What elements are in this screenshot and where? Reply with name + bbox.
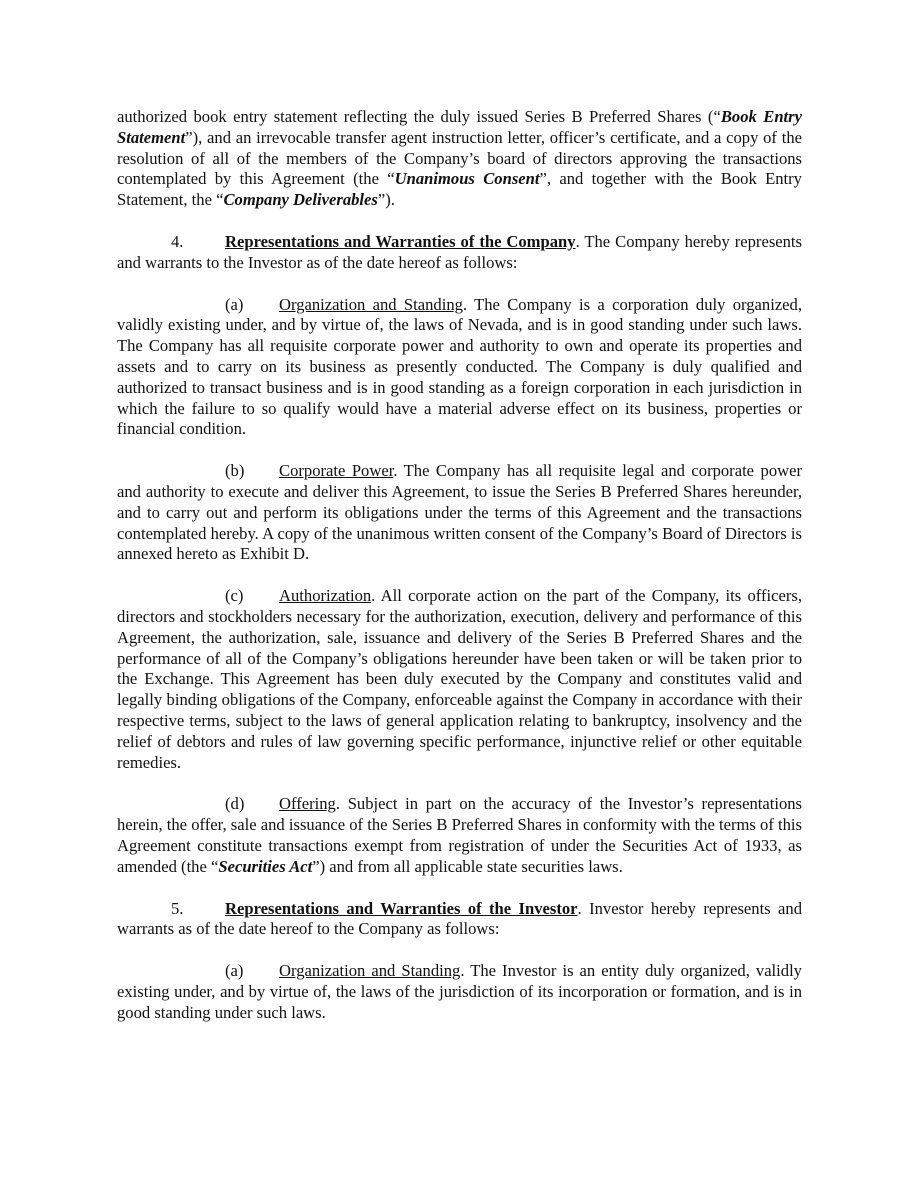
section-5-text: . Investor hereby represents and warrants as of the date hereof to the Company as follows: <box>117 898 802 939</box>
defined-term-company-deliverables: Company Deliverables <box>223 190 378 210</box>
section-4a-title: Organization and Standing <box>279 294 463 314</box>
section-4-heading-paragraph <box>117 232 802 274</box>
defined-term-securities-act: Securities Act <box>218 856 313 876</box>
section-4c-number: (c) <box>225 586 244 606</box>
intro-text-2: ”), and an irrevocable transfer agent instruction letter, officer’s certificate, and a copy of the resolution of all of the members of the Company’s board of directors approving the transactions contemplated by this Agreement (the “ <box>117 127 802 189</box>
section-4d-title: Offering <box>279 794 336 814</box>
section-4c-title: Authorization <box>279 586 372 606</box>
section-4-number: 4. <box>171 231 184 251</box>
section-5a-title: Organization and Standing <box>279 961 461 981</box>
section-4b-title: Corporate Power <box>279 461 394 481</box>
defined-term-unanimous-consent: Unanimous Consent <box>394 169 540 189</box>
section-4-title: Representations and Warranties of the Company <box>225 231 576 251</box>
section-4-text: . The Company hereby represents and warrants to the Investor as of the date hereof as follows: <box>117 231 803 272</box>
section-4d-number: (d) <box>225 794 245 814</box>
section-4d-text-1: . Subject in part on the accuracy of the Investor’s representations herein, the offer, sale and issuance of the Series B Preferred Shares in conformity with the terms of this Agreement constitute transactions exempt from registration of under the Securities Act of 1933, as amended (the “ <box>117 794 802 876</box>
section-4c-paragraph <box>117 586 802 773</box>
section-5-title: Representations and Warranties of the Investor <box>225 898 578 918</box>
section-5a-paragraph <box>117 961 802 1023</box>
defined-term-book-entry-statement: Book Entry Statement <box>117 107 802 147</box>
section-4d-paragraph <box>117 794 802 877</box>
section-4c-text: . All corporate action on the part of the Company, its officers, directors and stockholders necessary for the authorization, execution, delivery and performance of this Agreement, the authorization, sale, issuance and delivery of the Series B Preferred Shares and the performance of all of the Company’s obligations hereunder have been taken or will be taken prior to the Exchange. This Agreement has been duly executed by the Company and constitutes valid and legally binding obligations of the Company, enforceable against the Company in accordance with their respective terms, subject to the laws of general application relating to bankruptcy, insolvency and the relief of debtors and rules of law governing specific performance, injunctive relief or other equitable remedies. <box>117 586 802 772</box>
section-5-number: 5. <box>171 898 184 918</box>
document-page <box>117 107 802 1044</box>
section-4b-number: (b) <box>225 461 245 481</box>
section-4b-text: . The Company has all requisite legal and corporate power and authority to execute and deliver this Agreement, to issue the Series B Preferred Shares hereunder, and to carry out and perform its obligations under the terms of this Agreement and the transactions contemplated hereby. A copy of the unanimous written consent of the Company’s Board of Directors is annexed hereto as Exhibit D. <box>117 461 802 564</box>
intro-text-1: authorized book entry statement reflecting the duly issued Series B Preferred Shares (“ <box>117 107 721 126</box>
section-5a-number: (a) <box>225 961 244 981</box>
section-4a-text: . The Company is a corporation duly organized, validly existing under, and by virtue of, the laws of Nevada, and is in good standing under such laws. The Company has all requisite corporate power and authority to own and operate its properties and assets and to carry on its business as presently conducted. The Company is duly qualified and authorized to transact business and is in good standing as a foreign corporation in each jurisdiction in which the failure to so qualify would have a material adverse effect on its business, properties or financial condition. <box>117 294 802 439</box>
intro-paragraph <box>117 107 802 211</box>
intro-text-3: ”, and together with the Book Entry Statement, the “ <box>117 169 802 210</box>
section-4b-paragraph <box>117 461 802 565</box>
section-4a-number: (a) <box>225 294 244 314</box>
section-5a-text: . The Investor is an entity duly organized, validly existing under, and by virtue of, the laws of the jurisdiction of its incorporation or formation, and is in good standing under such laws. <box>117 961 802 1022</box>
intro-text-4: ”). <box>377 190 395 210</box>
section-4d-text-2: ”) and from all applicable state securities laws. <box>312 856 623 876</box>
section-4a-paragraph <box>117 295 802 441</box>
section-5-heading-paragraph <box>117 899 802 941</box>
